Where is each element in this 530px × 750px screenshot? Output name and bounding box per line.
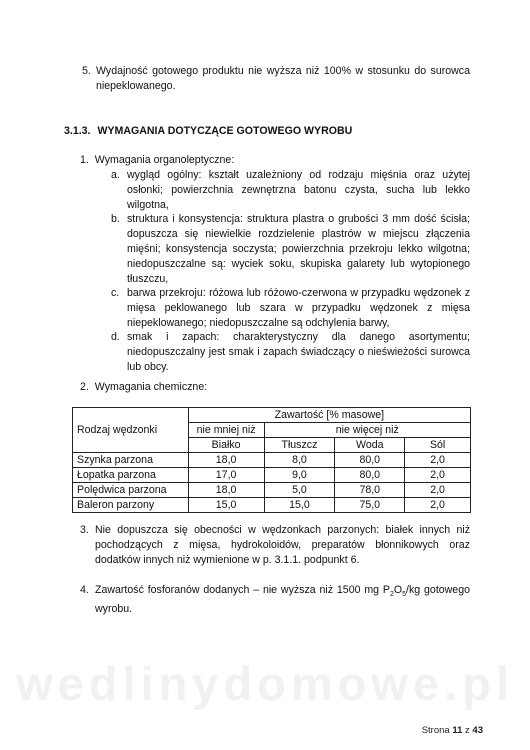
item-5-number: 5. [82, 65, 91, 77]
req-2-heading [80, 380, 207, 395]
section-title: WYMAGANIA DOTYCZĄCE GOTOWEGO WYROBU [97, 125, 353, 137]
table-cell: 2,0 [405, 453, 471, 468]
req-4-number: 4. [80, 584, 89, 596]
row-name: Polędwica parzona [73, 483, 189, 498]
table-cell: 80,0 [335, 453, 405, 468]
section-number: 3.1.3. [64, 125, 91, 137]
footer-page-number: 11 [452, 725, 463, 736]
section-heading [64, 125, 352, 137]
subitem-a-letter: a. [111, 169, 120, 181]
subitem-d-text: smak i zapach: charakterystyczny dla danego asortymentu; niedopuszczalny jest smak i zapach świadczący o nieświeżości surowca lub obcy. [127, 331, 470, 373]
table-row [73, 483, 471, 498]
table-cell: 15,0 [264, 498, 335, 513]
table-cell: 2,0 [405, 498, 471, 513]
table-min-header: nie mniej niż [188, 423, 264, 438]
subitem-c-letter: c. [111, 287, 120, 299]
item-5-text: Wydajność gotowego produktu nie wyższa niż 100% w stosunku do surowca niepeklowanego. [96, 65, 470, 92]
req-4-text-before: Zawartość fosforanów dodanych – nie wyższa niż 1500 mg P [95, 584, 390, 596]
req-3-number: 3. [80, 524, 89, 536]
req-4-text [95, 583, 470, 617]
table-row [73, 498, 471, 513]
table-cell: 75,0 [335, 498, 405, 513]
table-max-header: nie więcej niż [264, 423, 471, 438]
footer-total-pages: 43 [472, 725, 483, 736]
row-name: Łopatka parzona [73, 468, 189, 483]
column-header: Tłuszcz [264, 438, 335, 453]
req-1-heading [80, 153, 234, 168]
table-cell: 2,0 [405, 483, 471, 498]
table-cell: 15,0 [188, 498, 264, 513]
subscript-2: 2 [389, 591, 394, 599]
subitem-c-text: barwa przekroju: różowa lub różowo-czerwona w przypadku wędzonek z mięsa peklowanego lub szara w przypadku wędzonek z mięsa niepeklowanego; niedopuszczalne są odchylenia barwy, [127, 287, 470, 329]
table-row-header: Rodzaj wędzonki [73, 408, 189, 453]
table-cell: 18,0 [188, 453, 264, 468]
table-row [73, 453, 471, 468]
req-2-number: 2. [80, 381, 89, 393]
table-cell: 8,0 [264, 453, 335, 468]
table-cell: 80,0 [335, 468, 405, 483]
subitem-b-text: struktura i konsystencja: struktura plastra o grubości 3 mm dość ścisła; dopuszcza się niewielkie rozdzielenie plastrów w miejscu złączenia mięśni; konsystencja soczysta; powierzchnia przekroju lekko wilgotna; niedopuszczalne są: wyciek soku, skupiska galarety lub wytopionego tłuszczu, [127, 213, 470, 285]
req-4-oxygen: O [393, 584, 403, 596]
subitem-a-text: wygląd ogólny: kształt uzależniony od rodzaju mięśnia oraz użytej osłonki; powierzchnia zewnętrzna batonu czysta, sucha lub lekko wilgotna, [127, 169, 470, 211]
column-header: Woda [335, 438, 405, 453]
subscript-5: 5 [402, 591, 407, 599]
table-cell: 5,0 [264, 483, 335, 498]
table-cell: 78,0 [335, 483, 405, 498]
watermark: wedlinydomowe.pl [16, 657, 514, 710]
table-group-header: Zawartość [% masowe] [188, 408, 470, 423]
req-4-text-after: /kg gotowego wyrobu. [95, 584, 470, 616]
column-header: Białko [188, 438, 264, 453]
table-row [73, 468, 471, 483]
req-3-text: Nie dopuszcza się obecności w wędzonkach parzonych: białek innych niż pochodzących z mięsa, hydrokoloidów, preparatów błonnikowych oraz dodatków innych niż wymienione w p. 3.1.1. podpunkt 6. [95, 524, 470, 566]
table-cell: 17,0 [188, 468, 264, 483]
chemical-requirements-table [72, 407, 471, 513]
table-cell: 2,0 [405, 468, 471, 483]
footer-label: Strona [421, 725, 450, 736]
req-1-title: Wymagania organoleptyczne: [94, 154, 235, 166]
subitem-b-letter: b. [111, 213, 120, 225]
table-cell: 18,0 [188, 483, 264, 498]
footer-of: z [465, 725, 470, 736]
table-cell: 9,0 [264, 468, 335, 483]
column-header: Sól [405, 438, 471, 453]
req-1-number: 1. [80, 154, 89, 166]
req-2-title: Wymagania chemiczne: [94, 381, 208, 393]
subitem-d-letter: d. [111, 331, 120, 343]
row-name: Baleron parzony [73, 498, 189, 513]
row-name: Szynka parzona [73, 453, 189, 468]
page-footer [422, 725, 483, 736]
